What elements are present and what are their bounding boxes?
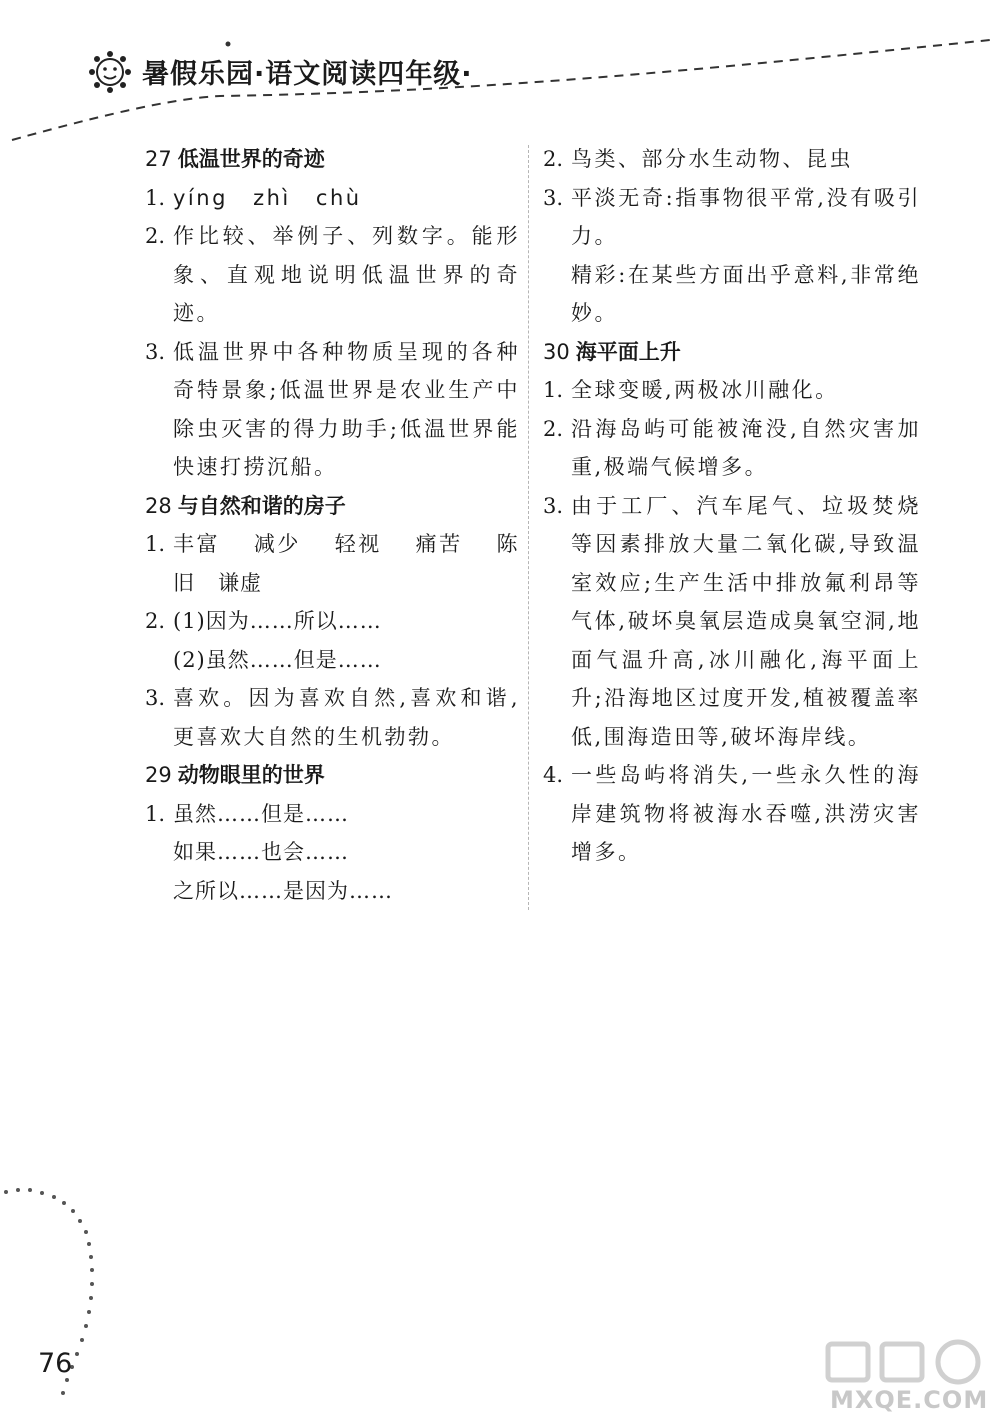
- sun-face-icon: [88, 50, 132, 94]
- s28-answer-1: 1. 丰富 减少 轻视 痛苦 陈: [145, 525, 520, 564]
- s29-answer-1: 1. 虽然……但是……: [145, 801, 349, 826]
- s29-answer-1-c: 之所以……是因为……: [173, 878, 393, 903]
- s28-answer-3: 3. 喜欢。因为喜欢自然,喜欢和谐,更喜欢大自然的生机勃勃。: [145, 686, 520, 749]
- s28-word-list: 丰富 减少 轻视 痛苦 陈: [173, 532, 520, 556]
- decorative-dots-arc: [0, 1180, 120, 1421]
- s30-answer-4: 4. 一些岛屿将消失,一些永久性的海岸建筑物将被海水吞噬,洪涝灾害增多。: [543, 763, 921, 864]
- section-29-title: 29 动物眼里的世界: [145, 763, 325, 787]
- s28-answer-2: 2. (1)因为……所以……: [145, 609, 382, 633]
- s28-answer-2-b: (2)虽然……但是……: [173, 647, 382, 672]
- watermark-text: MXQE.COM: [830, 1386, 989, 1414]
- section-28-title: 28 与自然和谐的房子: [145, 493, 346, 518]
- s29-answer-3-b: 精彩:在某些方面出乎意料,非常绝妙。: [571, 262, 921, 325]
- page-number: 76: [38, 1348, 73, 1379]
- s27-answer-3: 3. 低温世界中各种物质呈现的各种奇特景象;低温世界是农业生产中除虫灭害的得力助手;低温世界能快速打捞沉船。: [145, 339, 520, 479]
- section-27-title: 27 低温世界的奇迹: [145, 147, 325, 171]
- s28-answer-1-cont: 旧 谦虚: [173, 570, 263, 595]
- right-column: [543, 140, 921, 872]
- section-30-title: 30 海平面上升: [543, 339, 681, 364]
- s29-answer-2: 2. 鸟类、部分水生动物、昆虫: [543, 147, 853, 171]
- header-title: 暑假乐园·语文阅读四年级·: [142, 59, 473, 90]
- s30-answer-1: 1. 全球变暖,两极冰川融化。: [543, 378, 839, 402]
- page-header: [0, 0, 1000, 160]
- s30-answer-3: 3. 由于工厂、汽车尾气、垃圾焚烧等因素排放大量二氧化碳,导致温室效应;生产生活中排放氟利昂等气体,破坏臭氧层造成臭氧空洞,地面气温升高,冰川融化,海平面上升;沿海地区过度开发,植被覆盖率低,围海造田等,破坏海岸线。: [543, 493, 921, 749]
- s29-answer-1-b: 如果……也会……: [173, 840, 349, 864]
- s27-answer-1: 1. yíng zhì chù: [145, 185, 362, 210]
- s27-answer-2: 2. 作比较、举例子、列数字。能形象、直观地说明低温世界的奇迹。: [145, 224, 520, 325]
- left-column: [145, 140, 520, 910]
- s29-answer-3: 3. 平淡无奇:指事物很平常,没有吸引力。: [543, 185, 921, 248]
- s30-answer-2: 2. 沿海岛屿可能被淹没,自然灾害加重,极端气候增多。: [543, 416, 921, 479]
- column-divider: [528, 145, 529, 910]
